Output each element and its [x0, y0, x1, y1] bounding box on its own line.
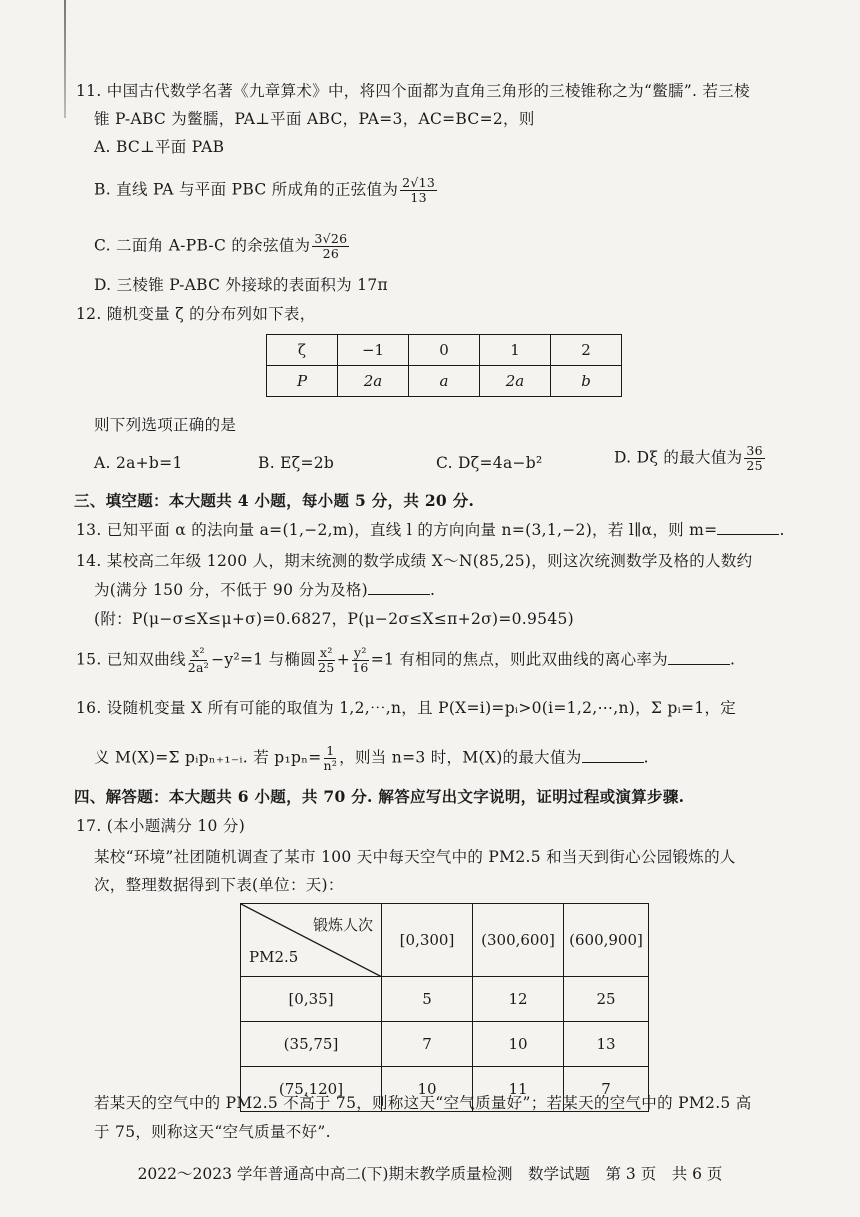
fraction: $\frac{36}{25}$ [746, 443, 763, 473]
q15: 15. 已知双曲线 $\frac{\text{x²}}{\text{2a²}}$ −y²=1 与椭圆 $\frac{\text{x²}}{25}$ + $\frac{\text{y²}}{16}$ =1 有相同的焦点，则此双曲线的离心率为 . [76, 645, 736, 675]
q11-line1: 11. 中国古代数学名著《九章算术》中，将四个面都为直角三角形的三棱锥称之为“鳖臑”. 若三棱 [76, 82, 750, 100]
q17-para1: 某校“环境”社团随机调查了某市 100 天中每天空气中的 PM2.5 和当天到街心公园锻炼的人 [94, 848, 736, 866]
q16-line1: 16. 设随机变量 X 所有可能的取值为 1,2,⋯,n，且 P(X=i)=pᵢ>0(i=1,2,⋯,n)，Σ pᵢ=1，定 [76, 699, 737, 717]
fraction: $\frac{\text{y²}}{16}$ [352, 645, 369, 675]
q17-para4: 于 75，则称这天“空气质量不好”. [94, 1123, 331, 1141]
q12-option-c: C. Dζ=4a−b² [436, 454, 543, 472]
q12-option-d: D. Dξ 的最大值为 $\frac{36}{25}$ [614, 443, 763, 473]
fraction: $\frac{1}{\text{n²}}$ [323, 743, 338, 773]
q11-line2: 锥 P-ABC 为鳖臑，PA⊥平面 ABC，PA=3，AC=BC=2，则 [94, 110, 535, 128]
q17-para3: 若某天的空气中的 PM2.5 不高于 75，则称这天“空气质量好”；若某天的空气中的 PM2.5 高 [94, 1094, 752, 1112]
q12-option-a: A. 2a+b=1 [94, 454, 183, 472]
table-row: (35,75] 7 10 13 [241, 1022, 649, 1067]
row-header-label: PM2.5 [249, 948, 299, 966]
q14-line1: 14. 某校高二年级 1200 人，期末统测的数学成绩 X～N(85,25)，则这次统测数学及格的人数约 [76, 552, 753, 570]
table-row: P 2a a 2a b [267, 366, 622, 397]
q11-option-c [94, 232, 351, 261]
table-corner-cell [241, 904, 382, 977]
table-row: [0,35] 5 12 25 [241, 977, 649, 1022]
q12-option-b: B. Eζ=2b [258, 454, 335, 472]
q12-distribution-table [266, 334, 622, 397]
section4-heading: 四、解答题：本大题共 6 小题，共 70 分. 解答应写出文字说明，证明过程或演算步骤. [74, 787, 685, 806]
column-header: [0,300] [382, 904, 473, 977]
q17-data-table [240, 903, 649, 1112]
table-row: ζ −1 0 1 2 [267, 335, 622, 366]
table-row [241, 904, 649, 977]
q11-option-c-text: C. 二面角 A-PB-C 的余弦值为 [94, 236, 311, 255]
q13: 13. 已知平面 α 的法向量 a=(1,−2,m)，直线 l 的方向向量 n=(3,1,−2)，若 l∥α，则 m= . [76, 521, 785, 539]
fraction: $\frac{\text{x²}}{\text{2a²}}$ [187, 645, 210, 675]
table-row: (75,120] 10 11 7 [241, 1067, 649, 1112]
q11-option-d: D. 三棱锥 P-ABC 外接球的表面积为 17π [94, 276, 388, 294]
answer-blank [717, 534, 779, 535]
q14-line2: 为(满分 150 分，不低于 90 分为及格) . [94, 581, 436, 599]
q12-prompt: 则下列选项正确的是 [94, 416, 237, 434]
q11-option-b-text: B. 直线 PA 与平面 PBC 所成角的正弦值为 [94, 180, 399, 199]
q17-para2: 次，整理数据得到下表(单位：天)： [94, 876, 344, 894]
fraction: $\frac{\text{x²}}{25}$ [318, 645, 335, 675]
answer-blank [668, 664, 730, 665]
q11-option-b [94, 176, 439, 205]
q17-title: 17. (本小题满分 10 分) [76, 817, 246, 835]
column-header: (300,600] [473, 904, 564, 977]
q12-stem: 12. 随机变量 ζ 的分布列如下表， [76, 305, 316, 323]
q11-option-a: A. BC⊥平面 PAB [94, 138, 225, 156]
answer-blank [368, 594, 430, 595]
section3-heading: 三、填空题：本大题共 4 小题，每小题 5 分，共 20 分. [74, 491, 475, 510]
page-footer: 2022～2023 学年普通高中高二(下)期末教学质量检测 数学试题 第 3 页 共 6 页 [137, 1165, 723, 1183]
fraction: $\frac{3√26}{26}$ [314, 231, 348, 261]
fraction: $\frac{2√13}{13}$ [402, 175, 436, 205]
column-header: (600,900] [564, 904, 649, 977]
column-header-label: 锻炼人次 [312, 916, 373, 934]
q14-note: (附：P(μ−σ≤X≤μ+σ)=0.6827，P(μ−2σ≤X≤π+2σ)=0.9545) [94, 610, 575, 628]
answer-blank [582, 762, 644, 763]
q16-line2: 义 M(X)=Σ pᵢpₙ₊₁₋ᵢ. 若 p₁pₙ= $\frac{1}{\text{n²}}$ ，则当 n=3 时，M(X)的最大值为 . [94, 743, 649, 773]
